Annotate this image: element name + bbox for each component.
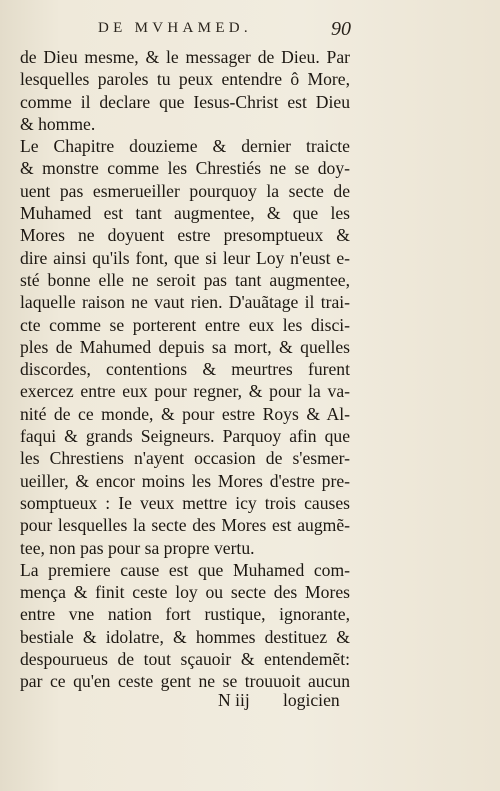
text-line: laquelle raison ne vaut rien. D'auãtage il trai-	[20, 292, 350, 313]
body-text	[20, 46, 350, 693]
text-line: La premiere cause est que Muhamed com-	[20, 559, 350, 580]
text-line: exercez entre eux pour regner, & pour la va-	[20, 381, 350, 402]
text-line: entre vne nation fort rustique, ignorante,	[20, 604, 350, 625]
text-line: dire ainsi qu'ils font, que si leur Loy n'eust e-	[20, 247, 350, 268]
text-line: les Chrestiens n'ayent occasion de s'esmer-	[20, 448, 350, 469]
page-number: 90	[331, 18, 351, 40]
text-line: Le Chapitre douzieme & dernier traicte	[20, 136, 350, 157]
text-line: ples de Mahumed depuis sa mort, & quelles	[20, 336, 350, 357]
text-line: faqui & grands Seigneurs. Parquoy afin que	[20, 426, 350, 447]
text-line: Mores ne doyuent estre presomptueux &	[20, 225, 350, 246]
catchword: logicien	[283, 690, 340, 710]
text-line: Muhamed est tant augmentee, & que les	[20, 203, 350, 224]
text-line: cte comme se porterent entre eux les disci-	[20, 314, 350, 335]
text-line: despourueus de tout sçauoir & entendemẽt:	[20, 649, 350, 670]
page-header	[0, 18, 500, 44]
text-line: somptueux : Ie veux mettre icy trois causes	[20, 492, 350, 513]
text-line: pour lesquelles la secte des Mores est augmẽ-	[20, 515, 350, 536]
text-line: discordes, contentions & meurtres furent	[20, 359, 350, 380]
text-line: par ce qu'en ceste gent ne se trouuoit aucun	[20, 671, 350, 692]
text-line: nité de ce monde, & pour estre Roys & Al-	[20, 403, 350, 424]
signature-mark: N iij	[218, 690, 250, 710]
text-line: uent pas esmerueiller pourquoy la secte de	[20, 180, 350, 201]
page-footer	[0, 690, 500, 716]
text-line: bestiale & idolatre, & hommes destituez &	[20, 626, 350, 647]
text-line: & monstre comme les Chrestiés ne se doy-	[20, 158, 350, 179]
text-line: lesquelles paroles tu peux entendre ô More,	[20, 69, 350, 90]
text-line: mença & finit ceste loy ou secte des Mores	[20, 582, 350, 603]
text-line: de Dieu mesme, & le messager de Dieu. Par	[20, 47, 350, 67]
text-line: ueiller, & encor moins les Mores d'estre pre-	[20, 470, 350, 491]
text-line: & homme.	[20, 113, 96, 134]
running-head: DE MVHAMED.	[98, 20, 252, 36]
text-line: tee, non pas pour sa propre vertu.	[20, 537, 255, 558]
text-line: sté bonne elle ne seroit pas tant augmentee,	[20, 269, 350, 290]
text-line: comme il declare que Iesus-Christ est Dieu	[20, 91, 350, 112]
